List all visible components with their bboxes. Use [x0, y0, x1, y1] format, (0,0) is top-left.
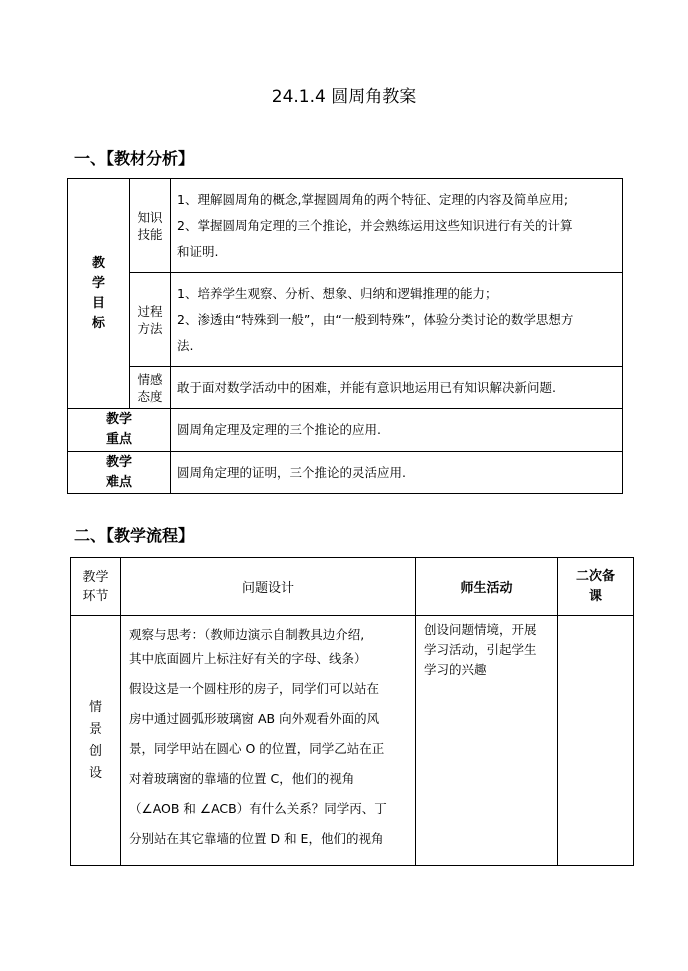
- key-points-label: 教学 重点: [68, 409, 171, 452]
- stage-cell: 情 景 创 设: [71, 616, 121, 866]
- design-header: 问题设计: [121, 558, 416, 616]
- section-heading-analysis: 一、【教材分析】: [74, 149, 195, 168]
- attitude-label: 情感 态度: [130, 367, 171, 409]
- process-label: 过程 方法: [130, 273, 171, 367]
- document-title: 24.1.4 圆周角教案: [271, 87, 417, 107]
- design-cell: 观察与思考：（教师边演示自制教具边介绍, 其中底面圆片上标注好有关的字母、线条） 假设这是一个圆柱形的房子，同学们可以站在 房中通过圆弧形玻璃窗 AB 向外观看外面的风 景，同学甲站在圆心 O 的位置，同学乙站在正 对着玻璃窗的靠墙的位置 C，他们的视角 （∠AOB 和 ∠ACB）有什么关系？同学丙、丁 分别站在其它靠墙的位置 D 和 E，他们的视角: [121, 616, 416, 866]
- analysis-table: [67, 178, 623, 494]
- second-prep-cell: [558, 616, 634, 866]
- difficult-points-label: 教学 难点: [68, 452, 171, 494]
- activity-header: 师生活动: [416, 558, 558, 616]
- attitude-content: 敢于面对数学活动中的困难，并能有意识地运用已有知识解决新问题.: [171, 367, 623, 409]
- flow-table: [70, 557, 634, 866]
- knowledge-content: 1、理解圆周角的概念,掌握圆周角的两个特征、定理的内容及简单应用; 2、掌握圆周角定理的三个推论，并会熟练运用这些知识进行有关的计算 和证明.: [171, 179, 623, 273]
- goals-label: 教 学 目 标: [68, 179, 130, 409]
- second-prep-header: 二次备 课: [558, 558, 634, 616]
- difficult-points-content: 圆周角定理的证明，三个推论的灵活应用.: [171, 452, 623, 494]
- section-heading-flow: 二、【教学流程】: [74, 526, 195, 545]
- knowledge-label: 知识 技能: [130, 179, 171, 273]
- stage-header: 教学 环节: [71, 558, 121, 616]
- process-content: 1、培养学生观察、分析、想象、归纳和逻辑推理的能力； 2、渗透由“特殊到一般”，由“一般到特殊”，体验分类讨论的数学思想方 法.: [171, 273, 623, 367]
- key-points-content: 圆周角定理及定理的三个推论的应用.: [171, 409, 623, 452]
- activity-cell: 创设问题情境，开展 学习活动，引起学生 学习的兴趣: [416, 616, 558, 866]
